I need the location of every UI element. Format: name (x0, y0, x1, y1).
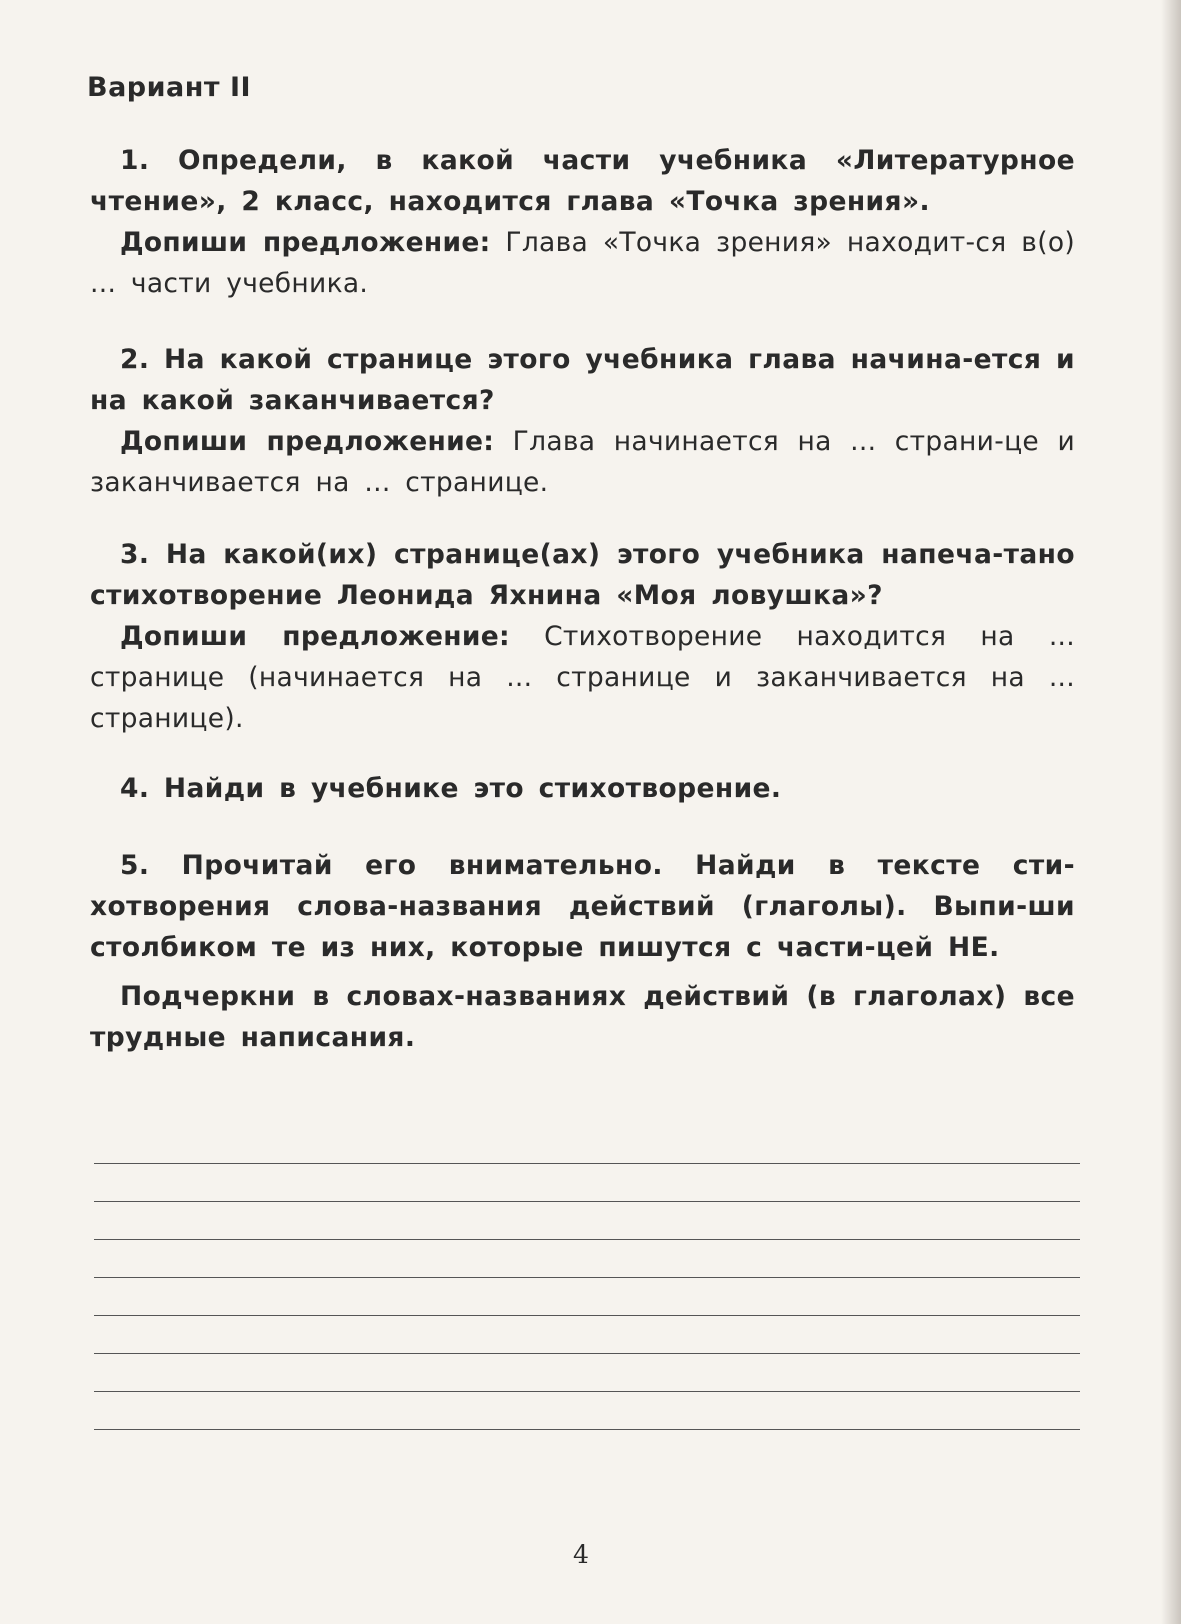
task-3-question: 3. На какой(их) странице(ах) этого учебника напеча-тано стихотворение Леонида Яхнина «Моя ловушка»? (90, 539, 1075, 611)
task-1 (90, 140, 1075, 304)
page-spine-shadow (1161, 0, 1181, 1624)
variant-title: Вариант II (87, 72, 252, 103)
answer-line-6[interactable] (94, 1353, 1080, 1354)
task-3-label: Допиши предложение: (120, 621, 510, 652)
task-2-instruction (90, 421, 1075, 503)
page-number: 4 (573, 1540, 589, 1569)
task-4-question: 4. Найди в учебнике это стихотворение. (120, 773, 782, 804)
task-5-question: 5. Прочитай его внимательно. Найди в тексте сти-хотворения слова-названия действий (глаголы). Выпи-ши столбиком те из них, которые пишутся с части-цей НЕ. (90, 850, 1075, 963)
task-4 (90, 768, 1075, 809)
task-3-instruction (90, 616, 1075, 739)
answer-line-7[interactable] (94, 1391, 1080, 1392)
task-1-question: 1. Определи, в какой части учебника «Литературное чтение», 2 класс, находится глава «Точка зрения». (90, 145, 1075, 217)
task-1-label: Допиши предложение: (120, 227, 491, 258)
task-2-question: 2. На какой странице этого учебника глава начина-ется и на какой заканчивается? (90, 344, 1075, 416)
task-2-text: Глава начинается на ... страни-це и заканчивается на ... странице. (90, 426, 1076, 498)
task-5-extra: Подчеркни в словах-названиях действий (в глаголах) все трудные написания. (90, 981, 1075, 1053)
task-2-label: Допиши предложение: (120, 426, 495, 457)
task-2 (90, 339, 1075, 503)
task-1-text: Глава «Точка зрения» находит-ся в(о) ... части учебника. (90, 227, 1075, 299)
answer-line-8[interactable] (94, 1429, 1080, 1430)
task-1-instruction (90, 222, 1075, 304)
answer-line-5[interactable] (94, 1315, 1080, 1316)
answer-line-3[interactable] (94, 1239, 1080, 1240)
task-3 (90, 534, 1075, 739)
answer-line-1[interactable] (94, 1163, 1080, 1164)
task-5 (90, 845, 1075, 1058)
task-3-text: Стихотворение находится на ... странице (начинается на ... странице и заканчивается на ... странице). (90, 621, 1075, 734)
answer-line-2[interactable] (94, 1201, 1080, 1202)
answer-line-4[interactable] (94, 1277, 1080, 1278)
